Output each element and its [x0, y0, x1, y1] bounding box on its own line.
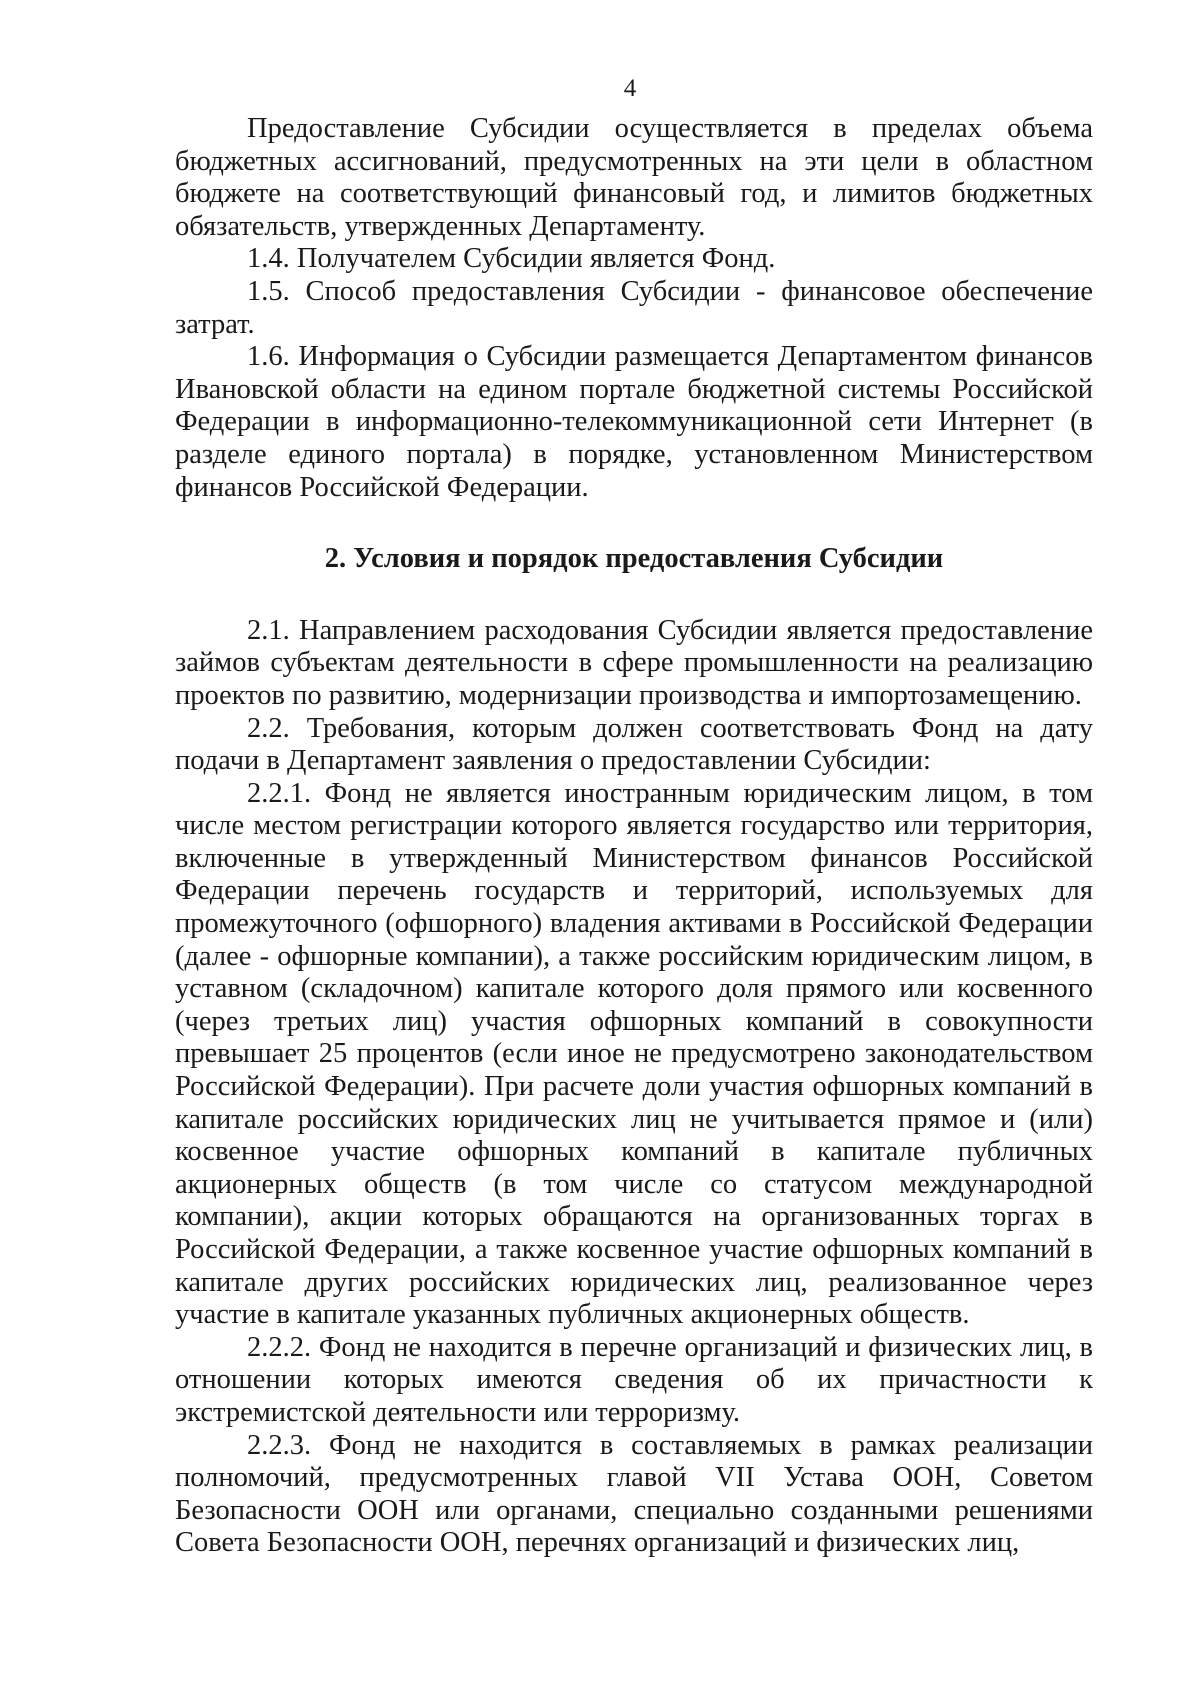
document-body [175, 113, 1093, 1560]
paragraph-2-1: 2.1. Направлением расходования Субсидии является предоставление займов субъектам деятельности в сфере промышленности на реализацию проектов по развитию, модернизации производства и импортозамещению. [175, 614, 1093, 711]
paragraph-2-2: 2.2. Требования, которым должен соответствовать Фонд на дату подачи в Департамент заявления о предоставлении Субсидии: [175, 712, 1093, 777]
paragraph-1-5: 1.5. Способ предоставления Субсидии - финансовое обеспечение затрат. [175, 275, 1093, 340]
paragraph-1-6: 1.6. Информация о Субсидии размещается Департаментом финансов Ивановской области на едином портале бюджетной системы Российской Федерации в информационно-телекоммуникационной сети Интернет (в разделе единого портала) в порядке, установленном Министерством финансов Российской Федерации. [175, 341, 1093, 503]
paragraph-2-2-1: 2.2.1. Фонд не является иностранным юридическим лицом, в том числе местом регистрации которого является государство или территория, включенные в утвержденный Министерством финансов Российской Федерации перечень государств и территорий, используемых для промежуточного (офшорного) владения активами в Российской Федерации (далее - офшорные компании), а также российским юридическим лицом, в уставном (складочном) капитале которого доля прямого или косвенного (через третьих лиц) участия офшорных компаний в совокупности превышает 25 процентов (если иное не предусмотрено законодательством Российской Федерации). При расчете доли участия офшорных компаний в капитале российских юридических лиц не учитывается прямое и (или) косвенное участие офшорных компаний в капитале публичных акционерных обществ (в том числе со статусом международной компании), акции которых обращаются на организованных торгах в Российской Федерации, а также косвенное участие офшорных компаний в капитале других российских юридических лиц, реализованное через участие в капитале указанных публичных акционерных обществ. [175, 777, 1093, 1331]
paragraph-2-2-2: 2.2.2. Фонд не находится в перечне организаций и физических лиц, в отношении которых имеются сведения об их причастности к экстремистской деятельности или терроризму. [175, 1331, 1093, 1428]
paragraph-1-4: 1.4. Получателем Субсидии является Фонд. [247, 243, 776, 275]
paragraph-2-2-3: 2.2.3. Фонд не находится в составляемых в рамках реализации полномочий, предусмотренных главой VII Устава ООН, Советом Безопасности ООН или органами, специально созданными решениями Совета Безопасности ООН, перечнях организаций и физических лиц, [175, 1429, 1093, 1559]
section-heading: 2. Условия и порядок предоставления Субсидии [324, 543, 944, 575]
page-number: 4 [623, 75, 637, 102]
paragraph-budget-limits: Предоставление Субсидии осуществляется в пределах объема бюджетных ассигнований, предусмотренных на эти цели в областном бюджете на соответствующий финансовый год, и лимитов бюджетных обязательств, утвержденных Департаменту. [175, 113, 1093, 242]
